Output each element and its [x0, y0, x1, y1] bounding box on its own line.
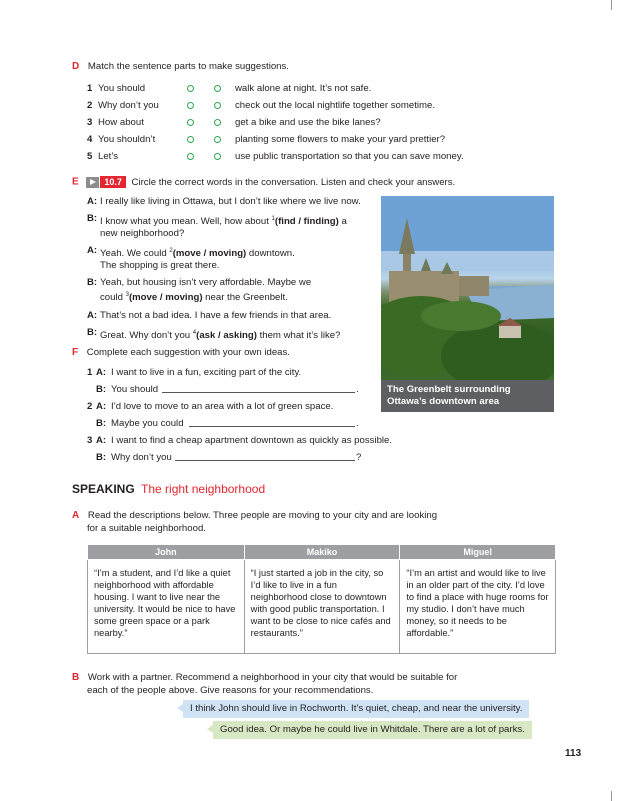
- ottawa-photo: [381, 196, 554, 380]
- crop-mark: [611, 0, 612, 10]
- table-cell: “I’m a student, and I’d like a quiet neighborhood with affordable housing. I want to live near the university. It would be nice to have some green space or a park nearby.”: [88, 560, 245, 654]
- section-e-heading: E 10.7 Circle the correct words in the conversation. Listen and check your answers.: [72, 176, 456, 188]
- answer-blank[interactable]: [162, 384, 355, 393]
- conversation-line: B: Great. Why don’t you $^4$(ask / asking) them what it’s like?: [87, 326, 341, 341]
- table-header: John: [88, 545, 245, 560]
- audio-track-label[interactable]: 10.7: [100, 176, 126, 188]
- word-choice[interactable]: (move / moving): [172, 248, 247, 260]
- page-number: 113: [565, 748, 582, 759]
- play-audio-icon[interactable]: [86, 177, 99, 188]
- descriptions-table: [87, 544, 556, 654]
- conversation-line: B: I know what you mean. Well, how about $^1$(find / finding) a new neighborhood?: [87, 213, 347, 240]
- item-b-line: B: Why don’t you ?: [96, 452, 362, 463]
- match-row: 1 You should walk alone at night. It’s not safe.: [87, 83, 372, 94]
- table-header: Miguel: [400, 545, 556, 560]
- conversation-line: A: I really like living in Ottawa, but I don’t like where we live now.: [87, 196, 361, 207]
- photo-caption: The Greenbelt surrounding Ottawa’s downtown area: [381, 380, 554, 412]
- item-a-line: 3 A: I want to find a cheap apartment downtown as quickly as possible.: [87, 435, 393, 446]
- speech-bubble: Good idea. Or maybe he could live in Whitdale. There are a lot of parks.: [213, 721, 532, 739]
- speaking-heading: SPEAKING The right neighborhood: [72, 482, 266, 496]
- word-choice[interactable]: (find / finding): [274, 216, 339, 228]
- conversation-line: A: That’s not a bad idea. I have a few friends in that area.: [87, 309, 332, 321]
- match-right-circle[interactable]: [214, 153, 221, 160]
- table-cell: “I’m an artist and would like to live in an older part of the city. I’d love to find a place with huge rooms for my studio. I don’t have much money, so it needs to be affordable.”: [400, 560, 556, 654]
- conversation-line: A: Yeah. We could $^2$(move / moving) downtown. The shopping is great there.: [87, 245, 295, 272]
- match-left-circle[interactable]: [187, 85, 194, 92]
- answer-blank[interactable]: [175, 452, 355, 461]
- match-right-circle[interactable]: [214, 102, 221, 109]
- match-row: 4 You shouldn’t planting some flowers to make your yard prettier?: [87, 134, 446, 145]
- item-a-line: 2 A: I’d love to move to an area with a lot of green space.: [87, 401, 334, 412]
- speaking-a: A Read the descriptions below. Three people are moving to your city and are looking for a suitable neighborhood.: [72, 510, 438, 534]
- section-d-heading: D Match the sentence parts to make suggestions.: [72, 61, 289, 72]
- match-left-circle[interactable]: [187, 153, 194, 160]
- match-list: [87, 83, 547, 168]
- item-a-line: 1 A: I want to live in a fun, exciting part of the city.: [87, 367, 302, 378]
- match-left-circle[interactable]: [187, 102, 194, 109]
- match-right-circle[interactable]: [214, 85, 221, 92]
- word-choice[interactable]: (move / moving): [128, 292, 203, 304]
- crop-mark: [611, 791, 612, 801]
- item-b-line: B: You should .: [96, 384, 359, 395]
- conversation: [87, 196, 377, 342]
- speech-bubble: I think John should live in Rochworth. It’s quiet, cheap, and near the university.: [183, 700, 529, 718]
- match-right-circle[interactable]: [214, 119, 221, 126]
- conversation-line: B: Yeah, but housing isn’t very affordable. Maybe we could $^3$(move / moving) near the Greenbelt.: [87, 277, 312, 304]
- match-left-circle[interactable]: [187, 119, 194, 126]
- answer-blank[interactable]: [189, 418, 355, 427]
- match-row: 2 Why don’t you check out the local nightlife together sometime.: [87, 100, 435, 111]
- item-b-line: B: Maybe you could .: [96, 418, 359, 429]
- word-choice[interactable]: (ask / asking): [196, 329, 257, 341]
- match-row: 3 How about get a bike and use the bike lanes?: [87, 117, 381, 128]
- table-header: Makiko: [244, 545, 400, 560]
- speaking-b: B Work with a partner. Recommend a neighborhood in your city that would be suitable for each of the people above. Give reasons for your recommendations.: [72, 672, 458, 696]
- table-cell: “I just started a job in the city, so I’d like to live in a fun neighborhood close to downtown with good public transportation. I want to be close to nice cafés and restaurants.”: [244, 560, 400, 654]
- suggestion-items: [87, 367, 417, 469]
- parliament-illustration: [381, 196, 554, 380]
- match-right-circle[interactable]: [214, 136, 221, 143]
- match-left-circle[interactable]: [187, 136, 194, 143]
- section-f-heading: F Complete each suggestion with your own ideas.: [72, 347, 290, 358]
- match-row: 5 Let’s use public transportation so that you can save money.: [87, 151, 464, 162]
